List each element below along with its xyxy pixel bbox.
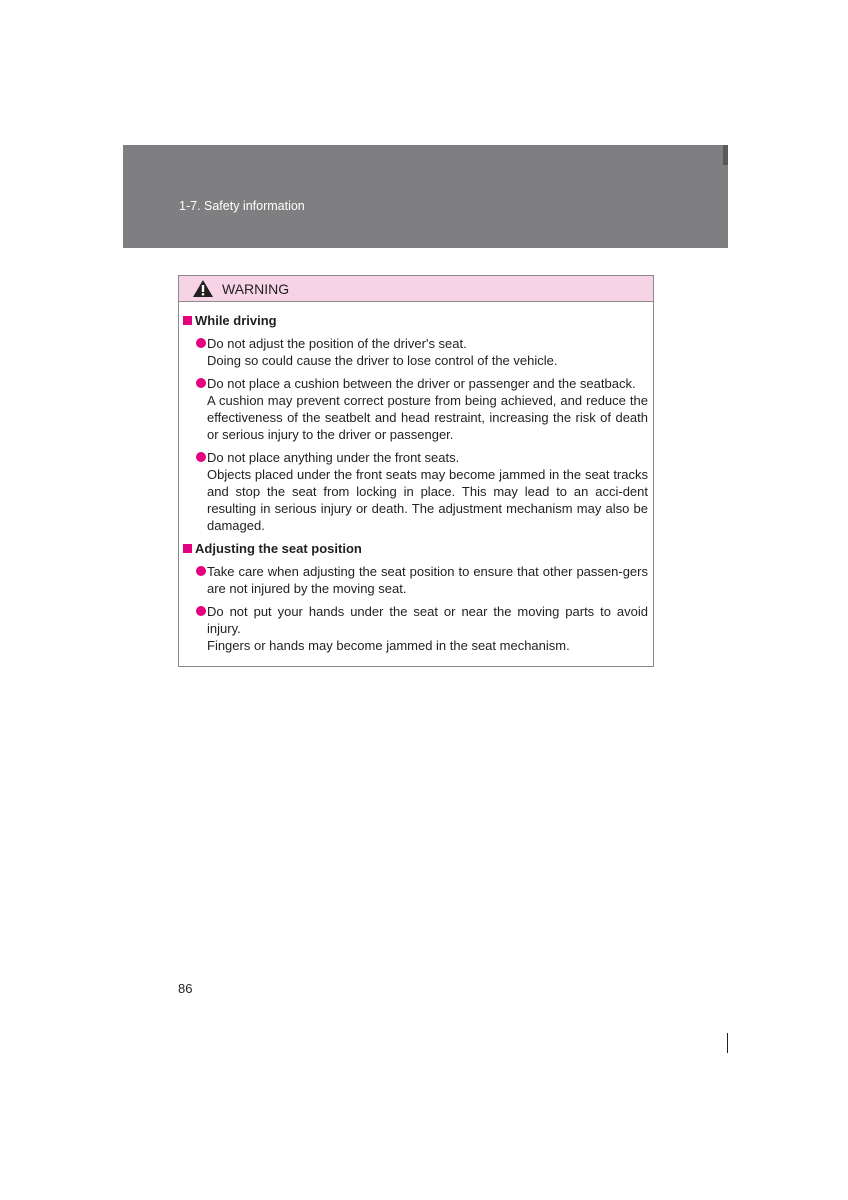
bullet-dot-icon (196, 452, 206, 462)
item-text: Do not place a cushion between the driver or passenger and the seatback. (207, 376, 636, 391)
page-number: 86 (178, 981, 193, 996)
header-band (123, 145, 728, 248)
item-text: Objects placed under the front seats may become jammed in the seat tracks and stop the seat from locking in place. This may lead to an acci-dent resulting in serious injury or death. The adjustment mechanism may also be damaged. (207, 467, 648, 533)
square-bullet-icon (183, 316, 192, 325)
bullet-dot-icon (196, 566, 206, 576)
warning-body (179, 312, 653, 654)
warning-box (178, 275, 654, 667)
section-label: 1-7. Safety information (179, 199, 305, 213)
item-text: Fingers or hands may become jammed in the seat mechanism. (207, 638, 570, 653)
square-bullet-icon (183, 544, 192, 553)
bullet-dot-icon (196, 338, 206, 348)
item-text: Do not adjust the position of the driver's seat. (207, 336, 467, 351)
item-text: Do not place anything under the front seats. (207, 450, 460, 465)
bullet-dot-icon (196, 378, 206, 388)
list-item (183, 563, 648, 597)
list-item (183, 449, 648, 534)
section-heading-adjusting-seat: Adjusting the seat position (183, 540, 648, 557)
margin-rule (727, 1033, 728, 1053)
warning-triangle-icon (192, 279, 214, 298)
section-heading-while-driving: While driving (183, 312, 648, 329)
item-text: Do not put your hands under the seat or near the moving parts to avoid injury. (207, 604, 648, 636)
item-text: Doing so could cause the driver to lose control of the vehicle. (207, 353, 558, 368)
list-item (183, 335, 648, 369)
warning-title: WARNING (222, 280, 290, 297)
item-text: Take care when adjusting the seat position to ensure that other passen-gers are not injured by the moving seat. (207, 564, 648, 596)
list-item (183, 375, 648, 443)
list-item (183, 603, 648, 654)
bullet-dot-icon (196, 606, 206, 616)
header-corner-mark (723, 145, 728, 165)
warning-header (179, 276, 653, 302)
item-text: A cushion may prevent correct posture from being achieved, and reduce the effectiveness of the seatbelt and head restraint, increasing the risk of death or serious injury to the driver or passenger. (207, 393, 648, 442)
